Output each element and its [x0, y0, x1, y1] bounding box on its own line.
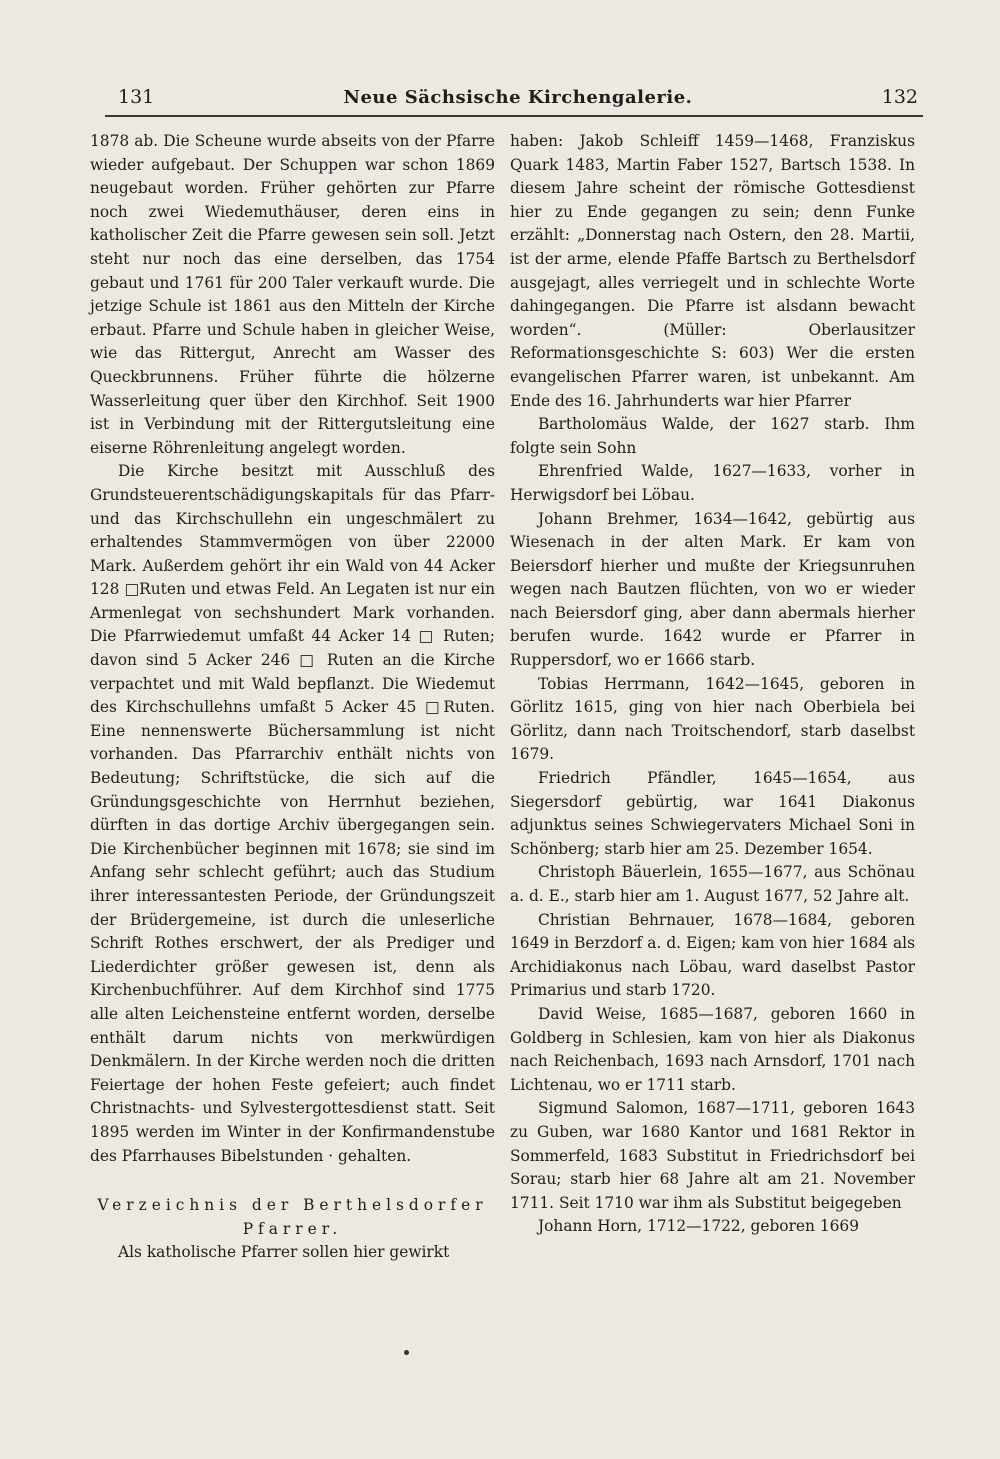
ink-dot	[404, 1350, 409, 1355]
paragraph: Die Kirche besitzt mit Ausschluß des Grundsteuerentschädigungskapitals für das Pfarr- und das Kirchschullehn ein ungeschmälert zu erhaltendes Stammvermögen von über 22000 Mark. Außerdem gehört ihr ein Wald von 44 Acker 128 □Ruten und etwas Feld. An Legaten ist nur ein Armenlegat von sechshundert Mark vorhanden. Die Pfarrwiedemut umfaßt 44 Acker 14 □ Ruten; davon sind 5 Acker 246 □ Ruten an die Kirche verpachtet und mit Wald bepflanzt. Die Wiedemut des Kirchschullehns umfaßt 5 Acker 45 □Ruten. Eine nennenswerte Büchersammlung ist nicht vorhanden. Das Pfarrarchiv enthält nichts von Bedeutung; Schriftstücke, die sich auf die Gründungsgeschichte von Herrnhut beziehen, dürften in das dortige Archiv übergegangen sein. Die Kirchenbücher beginnen mit 1678; sie sind im Anfang sehr schlecht geführt; auch das Studium ihrer interessantesten Periode, der Gründungszeit der Brüdergemeine, ist durch die unleserliche Schrift Rothes erschwert, der als Prediger und Liederdichter größer gewesen ist, denn als Kirchenbuchführer. Auf dem Kirchhof sind 1775 alle alten Leichensteine entfernt worden, derselbe enthält darum nichts von merkwürdigen Denkmälern. In der Kirche werden noch die dritten Feiertage der hohen Feste gefeiert; auch findet Christnachts- und Sylvestergottesdienst statt. Seit 1895 werden im Winter in der Konfirmandenstube des Pfarrhauses Bibelstunden · gehalten.	[90, 462, 495, 1165]
section-heading: Verzeichnis der Berthelsdorfer Pfarrer.	[97, 1196, 488, 1238]
pastor-entry: David Weise, 1685—1687, geboren 1660 in Goldberg in Schlesien, kam von hier als Diakonus nach Reichenbach, 1693 nach Arnsdorf, 1701 nach Lichtenau, wo er 1711 starb.	[510, 1004, 915, 1094]
page-header	[118, 86, 918, 110]
pastor-entry: Ehrenfried Walde, 1627—1633, vorher in Herwigsdorf bei Löbau.	[510, 462, 915, 504]
right-page-number: 132	[881, 86, 918, 108]
pastor-entry: Friedrich Pfändler, 1645—1654, aus Siegersdorf gebürtig, war 1641 Diakonus adjunktus seines Schwiegervaters Michael Soni in Schönberg; starb hier am 25. Dezember 1654.	[510, 769, 915, 858]
left-column	[90, 130, 495, 1265]
left-page-number: 131	[118, 86, 155, 108]
paragraph: haben: Jakob Schleiff 1459—1468, Franziskus Quark 1483, Martin Faber 1527, Bartsch 1538. In diesem Jahre scheint der römische Gottesdienst hier zu Ende gegangen zu sein; denn Funke erzählt: „Donnerstag nach Ostern, den 28. Martii, ist der arme, elende Pfaffe Bartsch zu Berthelsdorf ausgejagt, alles verriegelt und in schlechte Worte dahingegangen. Die Pfarre ist alsdann bewacht worden“. (Müller: Oberlausitzer Reformationsgeschichte S: 603) Wer die ersten evangelischen Pfarrer waren, ist unbekannt. Am Ende des 16. Jahrhunderts war hier Pfarrer	[510, 132, 915, 410]
pastor-entry: Tobias Herrmann, 1642—1645, geboren in Görlitz 1615, ging von hier nach Oberbiela bei Görlitz, dann nach Troitschendorf, starb daselbst 1679.	[510, 674, 915, 764]
right-column	[510, 130, 915, 1239]
running-title: Neue Sächsische Kirchengalerie.	[343, 87, 693, 108]
paragraph: 1878 ab. Die Scheune wurde abseits von der Pfarre wieder aufgebaut. Der Schuppen war schon 1869 neugebaut worden. Früher gehörten zur Pfarre noch zwei Wiedemuthäuser, deren eins in katholischer Zeit die Pfarre gewesen sein soll. Jetzt steht nur noch das eine derselben, das 1754 gebaut und 1761 für 200 Taler verkauft wurde. Die jetzige Schule ist 1861 aus den Mitteln der Kirche erbaut. Pfarre und Schule haben in gleicher Weise, wie das Rittergut, Anrecht am Wasser des Queckbrunnens. Früher führte die hölzerne Wasserleitung quer über den Kirchhof. Seit 1900 ist in Verbindung mit der Rittergutsleitung eine eiserne Röhrenleitung angelegt worden.	[90, 132, 495, 457]
pastor-entry: Johann Brehmer, 1634—1642, gebürtig aus Wiesenach in der alten Mark. Er kam von Beiersdorf hierher und mußte der Kriegsunruhen wegen nach Bautzen flüchten, von wo er wieder nach Beiersdorf ging, aber dann abermals hierher berufen wurde. 1642 wurde er Pfarrer in Ruppersdorf, wo er 1666 starb.	[510, 509, 915, 670]
pastor-entry: Johann Horn, 1712—1722, geboren 1669	[538, 1217, 860, 1236]
paragraph: Als katholische Pfarrer sollen hier gewirkt	[118, 1243, 450, 1262]
pastor-entry: Christian Behrnauer, 1678—1684, geboren 1649 in Berzdorf a. d. Eigen; kam von hier 1684 als Archidiakonus nach Löbau, ward daselbst Pastor Primarius und starb 1720.	[510, 910, 915, 1000]
pastor-entry: Bartholomäus Walde, der 1627 starb. Ihm folgte sein Sohn	[510, 415, 915, 457]
pastor-entry: Christoph Bäuerlein, 1655—1677, aus Schönau a. d. E., starb hier am 1. August 1677, 52 Jahre alt.	[510, 863, 915, 905]
header-rule	[105, 115, 923, 117]
pastor-entry: Sigmund Salomon, 1687—1711, geboren 1643 zu Guben, war 1680 Kantor und 1681 Rektor in Sommerfeld, 1683 Substitut in Friedrichsdorf bei Sorau; starb hier 68 Jahre alt am 21. November 1711. Seit 1710 war ihm als Substitut beigegeben	[510, 1099, 915, 1212]
